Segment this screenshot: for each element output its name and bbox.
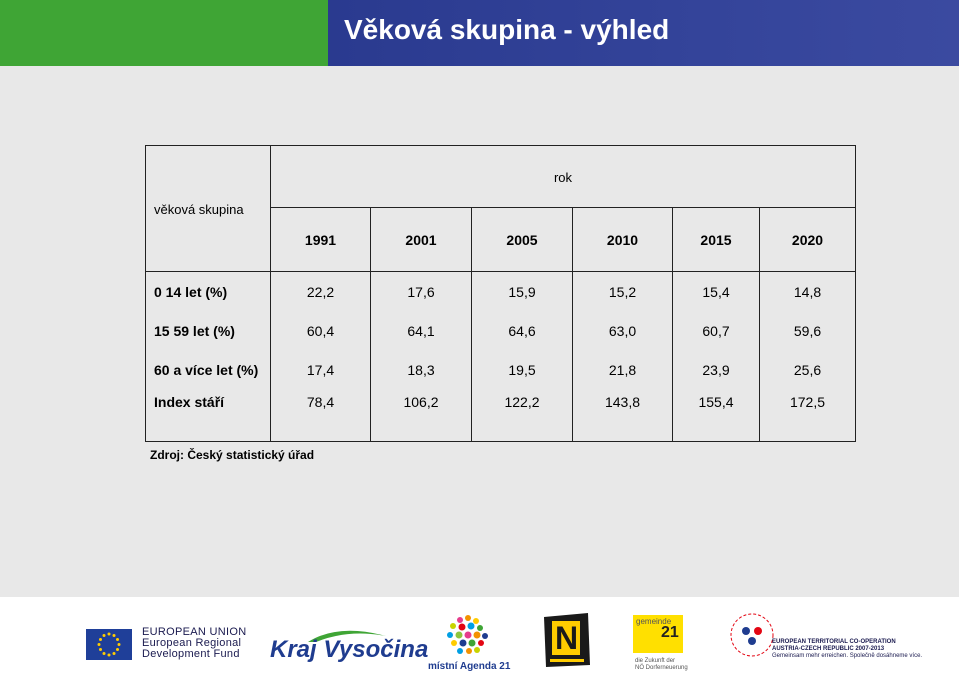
year-header: 2010 [573, 208, 673, 272]
table-row [146, 389, 856, 442]
kraj-text: Kraj Vysočina [270, 636, 429, 663]
gemeinde-number: 21 [661, 624, 679, 641]
group-label: rok [553, 169, 573, 185]
row-label: 0 14 let (%) [146, 272, 271, 312]
table-cell: 78,4 [271, 389, 371, 442]
etc-line-2: AUSTRIA-CZECH REPUBLIC 2007-2013 [772, 646, 885, 652]
table-cell: 15,4 [673, 272, 760, 312]
row-label: Index stáří [146, 389, 271, 442]
year-header: 2005 [472, 208, 573, 272]
table-cell: 25,6 [760, 350, 856, 389]
age-group-table [145, 145, 856, 442]
page-title: Věková skupina - výhled [344, 14, 670, 45]
year-header: 2020 [760, 208, 856, 272]
noe-logo [540, 611, 592, 674]
table-cell: 15,2 [573, 272, 673, 312]
corner-label: věková skupina [154, 201, 244, 217]
header-green-block [0, 0, 328, 66]
table-cell: 19,5 [472, 350, 573, 389]
table-cell: 143,8 [573, 389, 673, 442]
etc-line-3: Gemeinsam mehr erreichen. Společně dosáhneme více. [772, 653, 923, 659]
row-label: 15 59 let (%) [146, 311, 271, 350]
year-header: 2015 [673, 208, 760, 272]
table-cell: 17,6 [371, 272, 472, 312]
table-cell: 14,8 [760, 272, 856, 312]
header-bar [0, 0, 959, 66]
cooperation-circle-icon [728, 611, 776, 659]
table-cell: 172,5 [760, 389, 856, 442]
table-cell: 60,7 [673, 311, 760, 350]
table-cell: 122,2 [472, 389, 573, 442]
agenda21-dots-icon [422, 613, 510, 659]
eu-line-2: European Regional [142, 637, 242, 649]
row-label: 60 a více let (%) [146, 350, 271, 389]
eu-flag-icon [86, 629, 132, 660]
agenda21-logo [422, 613, 510, 673]
gemeinde-sub-1: die Zukunft der [635, 658, 676, 664]
noe-letter: N [555, 620, 579, 656]
agenda21-text: místní Agenda 21 [428, 661, 511, 672]
eu-line-3: Development Fund [142, 648, 240, 660]
spoluprace-logo [728, 611, 776, 664]
table-cell: 18,3 [371, 350, 472, 389]
eu-text [142, 627, 246, 660]
eu-logo [86, 629, 132, 665]
table-cell: 21,8 [573, 350, 673, 389]
source-note: Zdroj: Český statistický úřad [150, 448, 315, 462]
table-row [146, 350, 856, 389]
table-cell: 59,6 [760, 311, 856, 350]
table-cell: 22,2 [271, 272, 371, 312]
table-cell: 23,9 [673, 350, 760, 389]
table-cell: 106,2 [371, 389, 472, 442]
gemeinde-top-text: gemeinde [636, 617, 672, 626]
table-cell: 17,4 [271, 350, 371, 389]
gemeinde21-logo [633, 615, 688, 673]
table-row [146, 272, 856, 312]
table-cell: 64,6 [472, 311, 573, 350]
table-cell: 60,4 [271, 311, 371, 350]
footer-logos [0, 597, 959, 678]
table-row [146, 311, 856, 350]
etc-text [772, 639, 922, 660]
eu-line-1: EUROPEAN UNION [142, 626, 247, 638]
table-cell: 63,0 [573, 311, 673, 350]
gemeinde-sub-2: NÖ Dorferneuerung [635, 665, 688, 671]
table-cell: 15,9 [472, 272, 573, 312]
table-cell: 155,4 [673, 389, 760, 442]
etc-line-1: EUROPEAN TERRITORIAL CO-OPERATION [772, 639, 896, 645]
year-header: 1991 [271, 208, 371, 272]
table-cell: 64,1 [371, 311, 472, 350]
year-header: 2001 [371, 208, 472, 272]
